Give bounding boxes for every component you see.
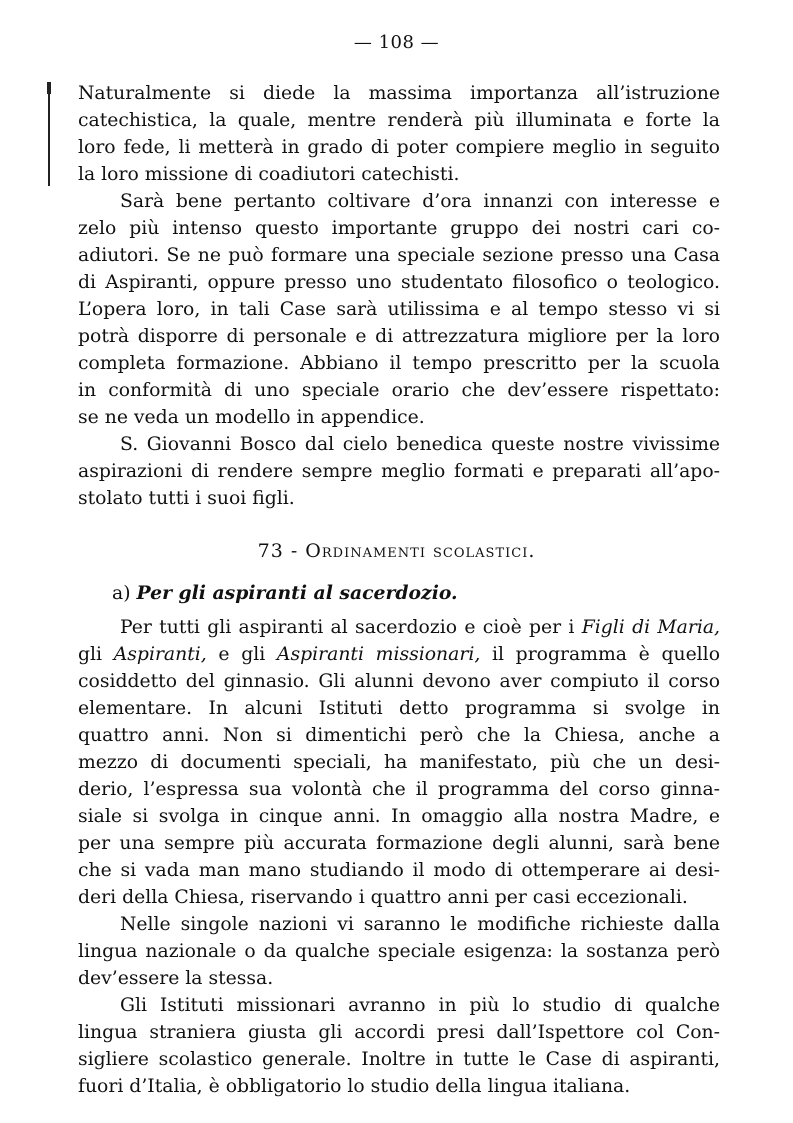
paragraph-intro bbox=[78, 80, 720, 188]
text-line: siale si svolga in cinque anni. In omaggio alla nostra Madre, e bbox=[78, 806, 720, 827]
subsection-title: Per gli aspiranti al sacerdozio. bbox=[136, 582, 458, 604]
italic-term: Aspiranti, bbox=[113, 644, 207, 665]
text-line: Sarà bene pertanto coltivare d’ora innanzi con interesse e bbox=[120, 191, 720, 212]
text-line: Naturalmente si diede la massima importanza all’istruzione bbox=[78, 83, 720, 104]
text-line: se ne veda un modello in appendice. bbox=[78, 407, 425, 428]
section-number: 73 - bbox=[257, 540, 299, 562]
paragraph-blessing bbox=[78, 431, 720, 512]
text-line: aspirazioni di rendere sempre meglio formati e preparati all’apo- bbox=[78, 461, 720, 482]
text-line: sigliere scolastico generale. Inoltre in tutte le Case di aspiranti, bbox=[78, 1049, 720, 1070]
text-line: S. Giovanni Bosco dal cielo benedica queste nostre vivissime bbox=[120, 434, 720, 455]
paragraph-missionary-institutes bbox=[78, 992, 720, 1100]
paragraph-nations bbox=[78, 911, 720, 992]
text-line bbox=[78, 641, 720, 668]
text-line: quattro anni. Non si dimentichi però che la Chiesa, anche a bbox=[78, 725, 720, 746]
text-line: dev’essere la stessa. bbox=[78, 968, 274, 989]
subsection-letter: a) bbox=[112, 583, 131, 604]
text-line: stolato tutti i suoi figli. bbox=[78, 488, 295, 509]
text-line: fuori d’Italia, è obbligatorio lo studio della lingua italiana. bbox=[78, 1076, 631, 1097]
text-line: lingua nazionale o da qualche speciale esigenza: la sostanza però bbox=[78, 941, 720, 962]
margin-bar-tick-mark bbox=[47, 82, 51, 94]
text-line: catechistica, la quale, mentre renderà più illuminata e forte la bbox=[78, 110, 720, 131]
text-run: Per tutti gli aspiranti al sacerdozio e cioè per i bbox=[120, 617, 582, 638]
text-line: zelo più intenso questo importante gruppo dei nostri cari co- bbox=[78, 218, 720, 239]
paragraph-programme bbox=[78, 614, 720, 911]
upper-text-block bbox=[78, 80, 720, 512]
italic-term: Figli di Maria, bbox=[581, 617, 720, 638]
text-line: Nelle singole nazioni vi saranno le modifiche richieste dalla bbox=[120, 914, 720, 935]
text-line: deri della Chiesa, riservando i quattro anni per casi eccezionali. bbox=[78, 887, 688, 908]
text-run: e gli bbox=[206, 644, 277, 665]
text-line: Gli Istituti missionari avranno in più lo studio di qualche bbox=[120, 995, 720, 1016]
text-line: loro fede, li metterà in grado di poter compiere meglio in seguito bbox=[78, 137, 720, 158]
text-line: mezzo di documenti speciali, ha manifestato, più che un desi- bbox=[78, 752, 720, 773]
page-number: — 108 — bbox=[353, 32, 440, 53]
text-line: lingua straniera giusta gli accordi presi dall’Ispettore col Con- bbox=[78, 1022, 720, 1043]
text-line: cosiddetto del ginnasio. Gli alunni devono aver compiuto il corso bbox=[78, 671, 720, 692]
text-line: derio, l’espressa sua volontà che il programma del corso ginna- bbox=[78, 779, 720, 800]
lower-text-block bbox=[78, 614, 720, 1100]
section-heading bbox=[0, 540, 793, 562]
text-line: potrà disporre di personale e di attrezzatura migliore per la loro bbox=[78, 326, 720, 347]
text-line: elementare. In alcuni Istituti detto programma si svolge in bbox=[78, 698, 720, 719]
text-line: per una sempre più accurata formazione degli alunni, sarà bene bbox=[78, 833, 720, 854]
text-line bbox=[78, 614, 720, 641]
margin-bar-mark bbox=[48, 82, 50, 186]
italic-term: Aspiranti missionari, bbox=[276, 644, 481, 665]
text-line: di Aspiranti, oppure presso uno studentato filosofico o teologico. bbox=[78, 272, 720, 293]
text-line: che si vada man mano studiando il modo di ottemperare ai desi- bbox=[78, 860, 720, 881]
text-line: completa formazione. Abbiano il tempo prescritto per la scuola bbox=[78, 353, 720, 374]
text-line: adiutori. Se ne può formare una speciale sezione presso una Casa bbox=[78, 245, 720, 266]
section-title: Ordinamenti scolastici. bbox=[305, 540, 536, 562]
text-line: in conformità di uno speciale orario che dev’essere rispettato: bbox=[78, 380, 720, 401]
text-run: il programma è quello bbox=[480, 644, 721, 665]
text-run: gli bbox=[78, 644, 114, 665]
paragraph-cultivation bbox=[78, 188, 720, 431]
subsection-heading bbox=[112, 582, 458, 604]
text-line: L’opera loro, in tali Case sarà utilissima e al tempo stesso vi si bbox=[78, 299, 720, 320]
text-line: la loro missione di coadiutori catechisti. bbox=[78, 164, 460, 185]
